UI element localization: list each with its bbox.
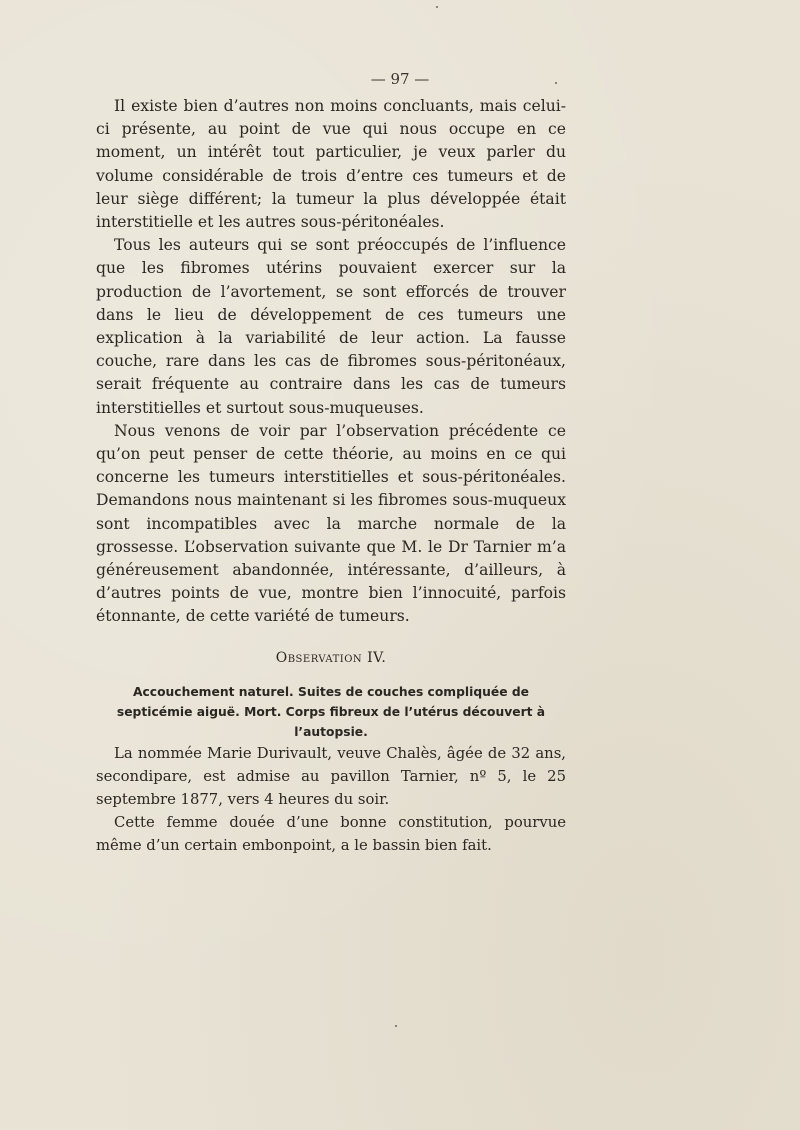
- paper-speck: [436, 6, 438, 8]
- observation-body: [96, 742, 566, 857]
- observation-title: Observation IV.: [275, 650, 387, 666]
- observation-paragraph-2: Cette femme douée d’une bonne constitution, pourvue même d’un certain embonpoint, a le bassin bien fait.: [96, 814, 566, 854]
- main-text-block: [96, 95, 566, 629]
- paper-speck: [395, 1025, 397, 1027]
- paragraph-1: Il existe bien d’autres non moins concluants, mais celui-ci présente, au point de vue qui nous occupe en ce moment, un intérêt tout particulier, je veux parler du volume considérable de trois d’entre ces tumeurs et de leur siège différent; la tumeur la plus développée était interstitielle et les autres sous-péritonéales.: [96, 97, 566, 232]
- page-number: — 97 —: [370, 70, 430, 88]
- paragraph-3: Nous venons de voir par l’observation précédente ce qu’on peut penser de cette théorie, au moins en ce qui concerne les tumeurs interstitielles et sous-péritonéales. Demandons nous maintenant si les fibromes sous-muqueux sont incompatibles avec la marche normale de la grossesse. L’observation suivante que M. le Dr Tarnier m’a généreusement abandonnée, intéressante, d’ailleurs, à d’autres points de vue, montre bien l’innocuité, parfois étonnante, de cette variété de tumeurs.: [96, 421, 566, 626]
- observation-summary: Accouchement naturel. Suites de couches compliquée de septicémie aiguë. Mort. Corps fibreux de l’utérus découvert à l’autopsie.: [116, 685, 546, 739]
- paper-speck: [555, 82, 557, 84]
- paragraph-2: Tous les auteurs qui se sont préoccupés de l’influence que les fibromes utérins pouvaient exercer sur la production de l’avortement, se sont efforcés de trouver dans le lieu de développement de ces tumeurs une explication à la variabilité de leur action. La fausse couche, rare dans les cas de fibromes sous-péritonéaux, serait fréquente au contraire dans les cas de tumeurs interstitielles et surtout sous-muqueuses.: [96, 236, 566, 417]
- observation-paragraph-1: La nommée Marie Durivault, veuve Chalès, âgée de 32 ans, secondipare, est admise au pavillon Tarnier, nº 5, le 25 septembre 1877, vers 4 heures du soir.: [96, 745, 566, 808]
